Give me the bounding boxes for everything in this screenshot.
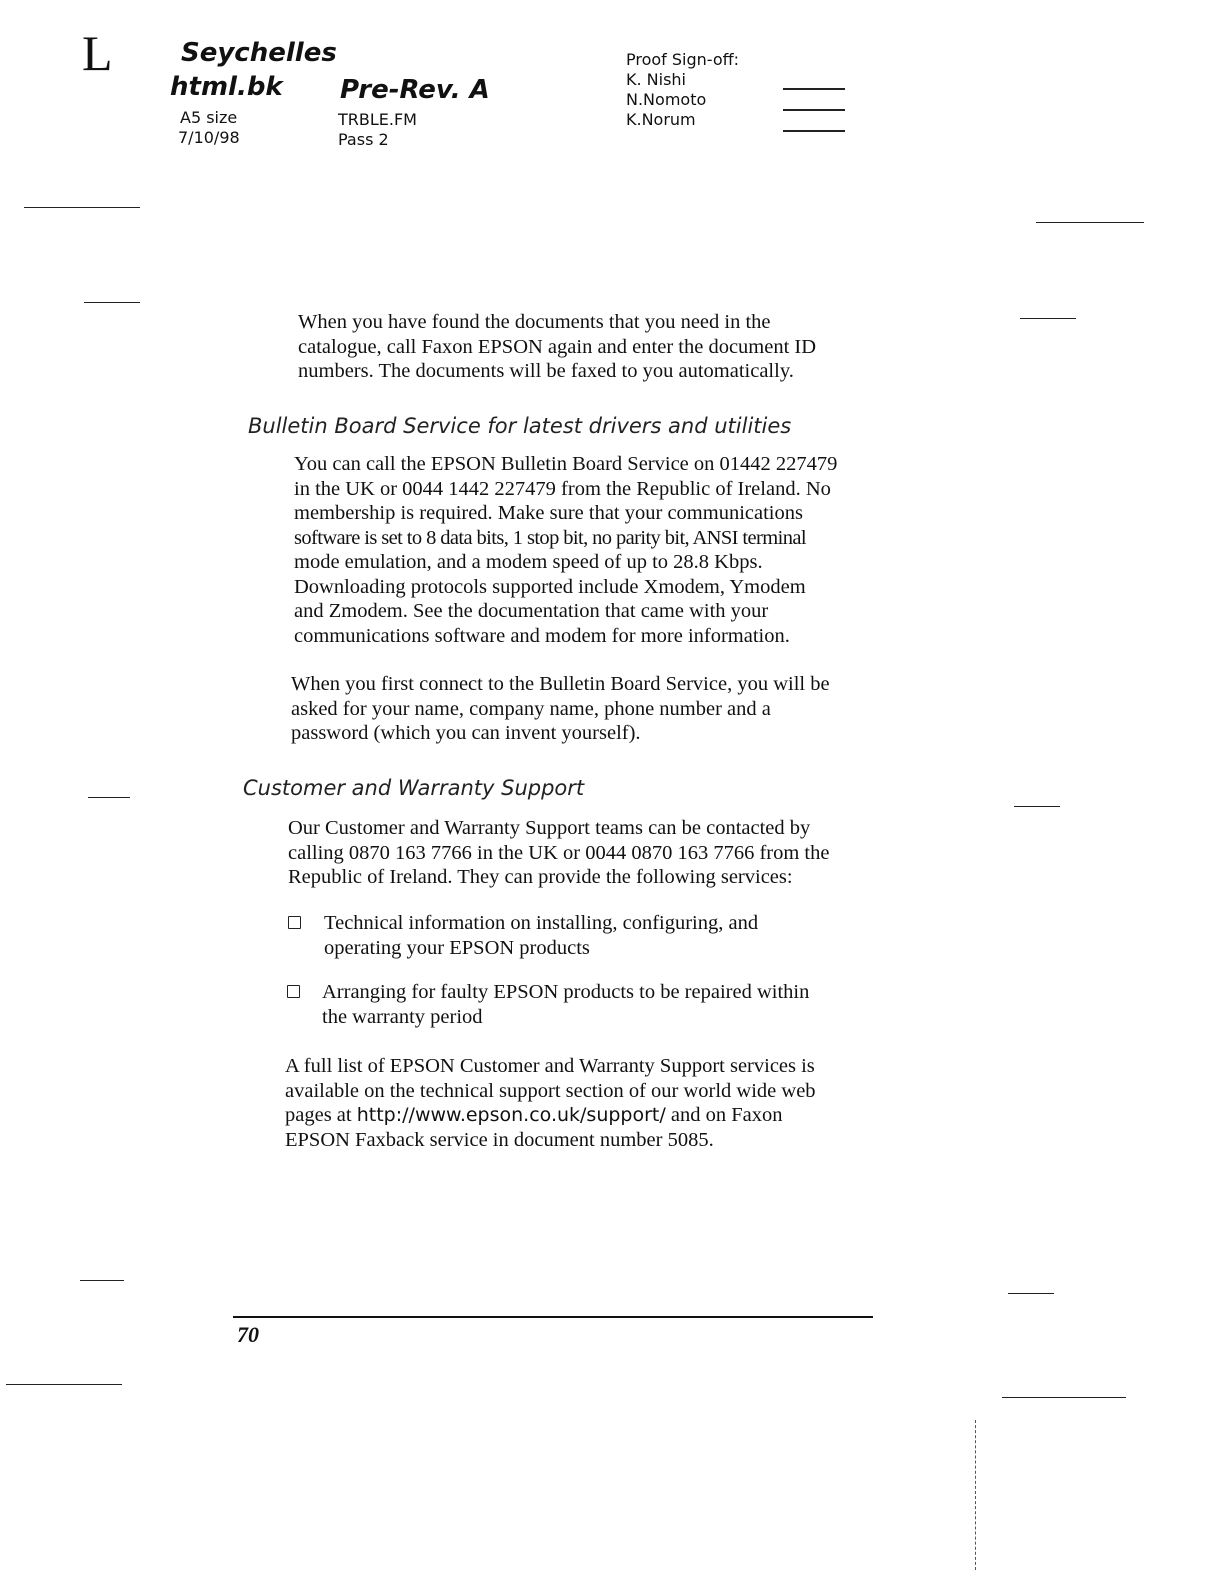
text-line: in the UK or 0044 1442 227479 from the Republic of Ireland. No bbox=[294, 477, 831, 500]
signer-nomoto: N.Nomoto bbox=[626, 90, 707, 109]
text-line: Technical information on installing, configuring, and bbox=[324, 912, 759, 934]
text-line: Arranging for faulty EPSON products to be repaired within bbox=[322, 981, 810, 1003]
text-line: When you have found the documents that you need in the bbox=[298, 311, 771, 333]
bullet-item bbox=[322, 980, 809, 1029]
page-number: 70 bbox=[237, 1322, 259, 1347]
text-line: Downloading protocols supported include Xmodem, Ymodem bbox=[294, 575, 806, 598]
text-line: numbers. The documents will be faxed to you automatically. bbox=[298, 360, 794, 382]
crop-mark bbox=[88, 797, 130, 798]
text-line: membership is required. Make sure that your communications bbox=[294, 502, 803, 524]
bullet-item bbox=[324, 911, 758, 960]
crop-mark bbox=[80, 1280, 124, 1281]
text-line: When you first connect to the Bulletin Board Service, you will be bbox=[291, 673, 830, 695]
support-paragraph bbox=[288, 816, 829, 890]
crop-mark bbox=[84, 302, 140, 303]
text-line: password (which you can invent yourself). bbox=[291, 722, 641, 744]
signoff-line bbox=[783, 130, 845, 132]
crop-mark bbox=[6, 1384, 122, 1385]
text-fragment: pages at bbox=[285, 1104, 357, 1126]
text-line bbox=[285, 1103, 816, 1128]
text-line: Republic of Ireland. They can provide the following services: bbox=[288, 866, 793, 888]
revision-label: Pre-Rev. A bbox=[340, 75, 490, 105]
text-line: calling 0870 163 7766 in the UK or 0044 0870 163 7766 from the bbox=[288, 841, 830, 864]
crop-mark bbox=[1036, 222, 1144, 223]
text-line: operating your EPSON products bbox=[324, 936, 590, 959]
text-line: software is set to 8 data bits, 1 stop bit, no parity bit, ANSI terminal bbox=[294, 526, 806, 549]
bbs-heading: Bulletin Board Service for latest drivers and utilities bbox=[248, 414, 792, 438]
text-line: EPSON Faxback service in document number 5085. bbox=[285, 1128, 714, 1151]
signoff-line bbox=[783, 88, 845, 90]
crop-mark bbox=[24, 207, 140, 208]
book-title: Seychelles bbox=[181, 38, 337, 68]
checkbox-bullet-icon bbox=[287, 985, 300, 998]
signoff-line bbox=[783, 109, 845, 111]
crop-mark bbox=[1014, 806, 1060, 807]
text-line: asked for your name, company name, phone number and a bbox=[291, 697, 771, 720]
file-name-label: TRBLE.FM bbox=[338, 110, 417, 129]
text-line: and Zmodem. See the documentation that came with your bbox=[294, 600, 769, 622]
signer-norum: K.Norum bbox=[626, 110, 696, 129]
bbs-paragraph-2 bbox=[291, 672, 830, 746]
crop-mark bbox=[975, 1420, 977, 1570]
footer-rule bbox=[233, 1316, 873, 1318]
proof-signoff-label: Proof Sign-off: bbox=[626, 50, 740, 69]
support-url-link[interactable]: http://www.epson.co.uk/support/ bbox=[356, 1104, 666, 1126]
text-line: mode emulation, and a modem speed of up to 28.8 Kbps. bbox=[294, 551, 763, 573]
text-line: Our Customer and Warranty Support teams can be contacted by bbox=[288, 817, 811, 839]
text-line: catalogue, call Faxon EPSON again and enter the document ID bbox=[298, 335, 817, 358]
text-line: communications software and modem for more information. bbox=[294, 624, 790, 647]
corner-mark: L bbox=[82, 25, 113, 81]
text-line: available on the technical support section of our world wide web bbox=[285, 1079, 816, 1102]
crop-mark bbox=[1002, 1397, 1126, 1398]
text-line: A full list of EPSON Customer and Warranty Support services is bbox=[285, 1055, 815, 1077]
crop-mark bbox=[1020, 318, 1076, 319]
signer-nishi: K. Nishi bbox=[626, 70, 686, 89]
date-label: 7/10/98 bbox=[178, 128, 240, 147]
support-heading: Customer and Warranty Support bbox=[243, 776, 585, 800]
pass-label: Pass 2 bbox=[338, 130, 389, 149]
text-line: You can call the EPSON Bulletin Board Service on 01442 227479 bbox=[294, 453, 838, 475]
final-paragraph bbox=[285, 1054, 816, 1152]
page-size-label: A5 size bbox=[180, 108, 238, 127]
book-file: html.bk bbox=[170, 72, 283, 102]
crop-mark bbox=[1008, 1293, 1054, 1294]
text-line: the warranty period bbox=[322, 1005, 483, 1028]
text-fragment: and on Faxon bbox=[665, 1104, 783, 1126]
bbs-paragraph-1 bbox=[294, 452, 837, 648]
intro-paragraph bbox=[298, 310, 816, 384]
checkbox-bullet-icon bbox=[288, 916, 301, 929]
